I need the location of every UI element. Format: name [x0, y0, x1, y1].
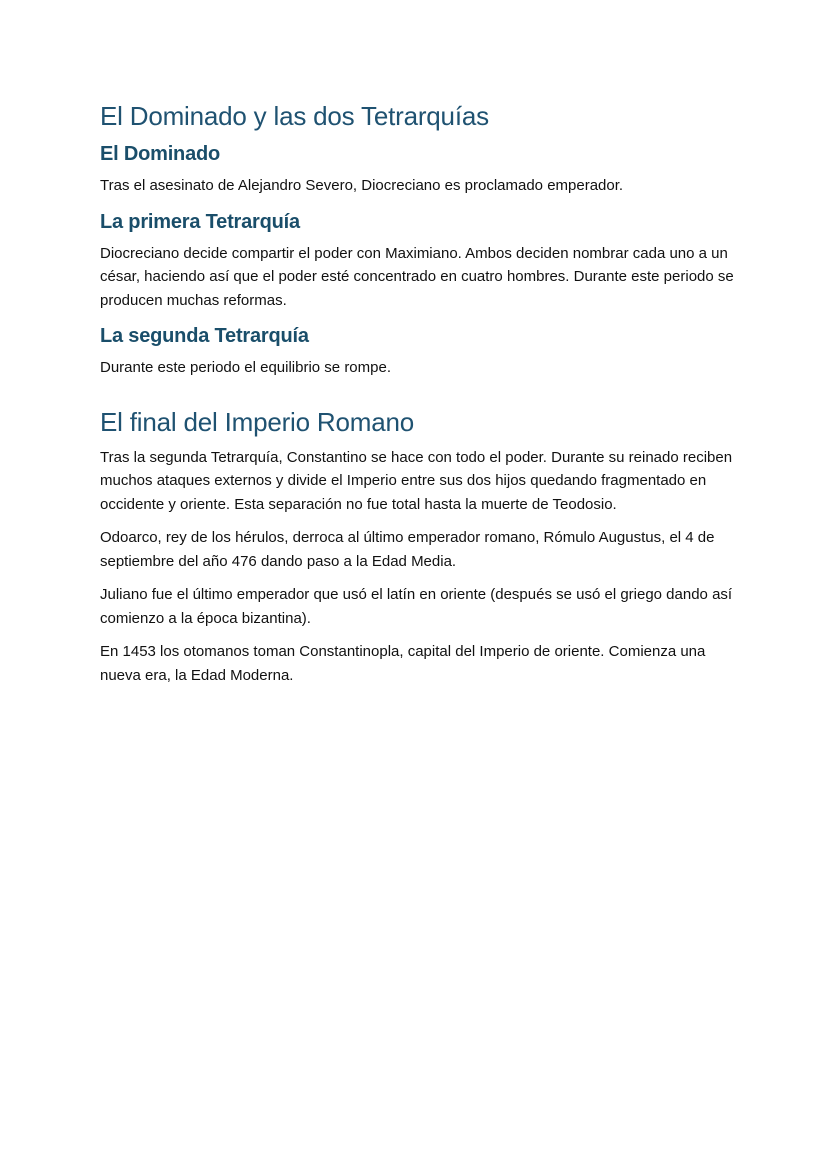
- subsection-title-el-dominado: El Dominado: [100, 143, 221, 165]
- paragraph: Tras la segunda Tetrarquía, Constantino se hace con todo el poder. Durante su reinado reciben muchos ataques externos y divide el Imperio entre sus dos hijos quedando fragmentado en occidente y oriente. Esta separación no fue total hasta la muerte de Teodosio.: [100, 448, 733, 513]
- paragraph: En 1453 los otomanos toman Constantinopla, capital del Imperio de oriente. Comienza una nueva era, la Edad Moderna.: [100, 643, 706, 684]
- paragraph: Tras el asesinato de Alejandro Severo, Diocreciano es proclamado emperador.: [100, 177, 624, 194]
- subsection-title-primera-tetrarquia: La primera Tetrarquía: [100, 210, 300, 233]
- subsection-title-segunda-tetrarquia: La segunda Tetrarquía: [100, 325, 309, 347]
- paragraph: Diocreciano decide compartir el poder con Maximiano. Ambos deciden nombrar cada uno a un césar, haciendo así que el poder esté concentrado en cuatro hombres. Durante este periodo se producen muchas reformas.: [100, 244, 734, 309]
- paragraph: Juliano fue el último emperador que usó el latín en oriente (después se usó el griego dando así comienzo a la época bizantina).: [100, 586, 733, 627]
- paragraph: Durante este periodo el equilibrio se rompe.: [100, 359, 391, 376]
- section-title-dominado-tetrarquias: El Dominado y las dos Tetrarquías: [100, 101, 489, 131]
- section-title-final-imperio: El final del Imperio Romano: [100, 406, 414, 437]
- paragraph: Odoarco, rey de los hérulos, derroca al último emperador romano, Rómulo Augustus, el 4 de septiembre del año 476 dando paso a la Edad Media.: [100, 529, 715, 570]
- document-page: [100, 98, 740, 697]
